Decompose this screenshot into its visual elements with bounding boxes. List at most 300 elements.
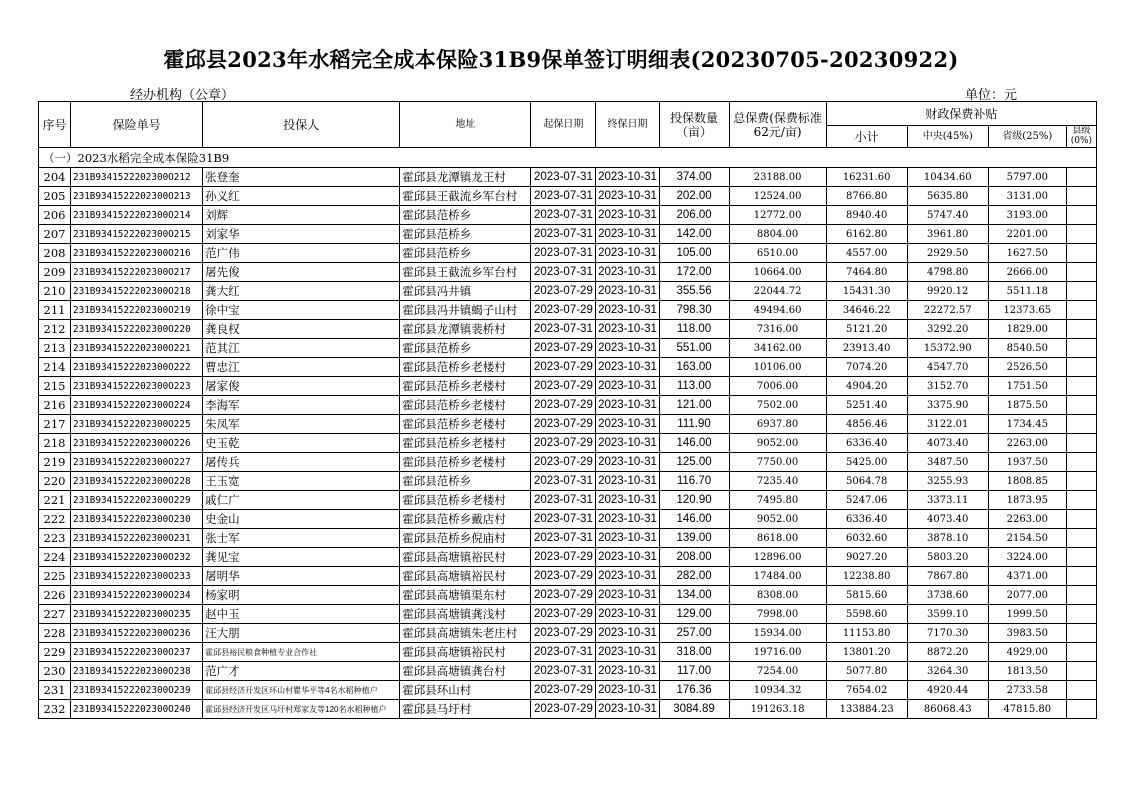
- cell-premium: 6937.80: [729, 415, 826, 434]
- cell-subtotal: 12238.80: [826, 567, 907, 586]
- cell-address: 霍邱县高塘镇渠东村: [400, 586, 531, 605]
- policy-table: [38, 101, 1097, 719]
- cell-county: [1066, 662, 1096, 681]
- cell-provincial: 1808.85: [988, 472, 1066, 491]
- table-row: [39, 700, 1097, 719]
- cell-central: 3264.30: [907, 662, 988, 681]
- cell-subtotal: 7654.02: [826, 681, 907, 700]
- cell-provincial: 1875.50: [988, 396, 1066, 415]
- cell-policy-no: 231B9341522202300O222: [71, 358, 203, 377]
- cell-quantity: 176.36: [659, 681, 729, 700]
- cell-end-date: 2023-10-31: [596, 453, 659, 472]
- cell-premium: 9052.00: [729, 434, 826, 453]
- cell-county: [1066, 339, 1096, 358]
- table-row: [39, 491, 1097, 510]
- cell-provincial: 4929.00: [988, 643, 1066, 662]
- cell-start-date: 2023-07-29: [531, 700, 596, 719]
- cell-county: [1066, 301, 1096, 320]
- cell-end-date: 2023-10-31: [596, 510, 659, 529]
- cell-start-date: 2023-07-31: [531, 244, 596, 263]
- cell-premium: 7316.00: [729, 320, 826, 339]
- cell-insured: 屠明华: [203, 567, 400, 586]
- cell-start-date: 2023-07-29: [531, 377, 596, 396]
- cell-subtotal: 6032.60: [826, 529, 907, 548]
- cell-central: 5803.20: [907, 548, 988, 567]
- cell-end-date: 2023-10-31: [596, 282, 659, 301]
- cell-insured: 王玉宽: [203, 472, 400, 491]
- cell-central: 3122.01: [907, 415, 988, 434]
- table-row: [39, 529, 1097, 548]
- cell-policy-no: 231B9341522202300O235: [71, 605, 203, 624]
- cell-seq: 225: [39, 567, 71, 586]
- cell-policy-no: 231B9341522202300O216: [71, 244, 203, 263]
- cell-end-date: 2023-10-31: [596, 434, 659, 453]
- table-row: [39, 301, 1097, 320]
- table-row: [39, 358, 1097, 377]
- cell-end-date: 2023-10-31: [596, 643, 659, 662]
- cell-start-date: 2023-07-29: [531, 605, 596, 624]
- cell-subtotal: 5425.00: [826, 453, 907, 472]
- header-subsidy: 财政保费补贴: [826, 102, 1096, 126]
- cell-policy-no: 231B9341522202300O225: [71, 415, 203, 434]
- cell-provincial: 1937.50: [988, 453, 1066, 472]
- cell-seq: 226: [39, 586, 71, 605]
- cell-provincial: 5511.18: [988, 282, 1066, 301]
- cell-address: 霍邱县王截流乡军台村: [400, 187, 531, 206]
- cell-address: 霍邱县范桥乡: [400, 472, 531, 491]
- cell-seq: 206: [39, 206, 71, 225]
- cell-provincial: 8540.50: [988, 339, 1066, 358]
- cell-seq: 218: [39, 434, 71, 453]
- cell-policy-no: 231B9341522202300O214: [71, 206, 203, 225]
- cell-start-date: 2023-07-31: [531, 643, 596, 662]
- section-label: （一）2023水稻完全成本保险31B9: [39, 148, 1097, 168]
- cell-provincial: 1813.50: [988, 662, 1066, 681]
- cell-subtotal: 7074.20: [826, 358, 907, 377]
- cell-address: 霍邱县范桥乡老楼村: [400, 434, 531, 453]
- table-row: [39, 282, 1097, 301]
- cell-policy-no: 231B9341522202300O224: [71, 396, 203, 415]
- header-end-date: 终保日期: [596, 102, 659, 148]
- cell-seq: 228: [39, 624, 71, 643]
- cell-subtotal: 5247.06: [826, 491, 907, 510]
- cell-quantity: 355.56: [659, 282, 729, 301]
- cell-county: [1066, 681, 1096, 700]
- cell-insured: 霍邱县裕民粮食种植专业合作社: [203, 643, 400, 662]
- cell-subtotal: 4557.00: [826, 244, 907, 263]
- cell-provincial: 2154.50: [988, 529, 1066, 548]
- cell-premium: 8308.00: [729, 586, 826, 605]
- cell-insured: 徐中宝: [203, 301, 400, 320]
- cell-address: 霍邱县范桥乡戴店村: [400, 510, 531, 529]
- cell-premium: 17484.00: [729, 567, 826, 586]
- cell-seq: 222: [39, 510, 71, 529]
- cell-policy-no: 231B9341522202300O237: [71, 643, 203, 662]
- cell-county: [1066, 168, 1096, 187]
- cell-quantity: 111.90: [659, 415, 729, 434]
- header-county: 县级(0%): [1066, 126, 1096, 148]
- table-row: [39, 377, 1097, 396]
- cell-quantity: 125.00: [659, 453, 729, 472]
- cell-provincial: 47815.80: [988, 700, 1066, 719]
- cell-address: 霍邱县范桥乡老楼村: [400, 377, 531, 396]
- cell-subtotal: 8766.80: [826, 187, 907, 206]
- table-row: [39, 187, 1097, 206]
- header-subtotal: 小计: [826, 126, 907, 148]
- cell-central: 4073.40: [907, 434, 988, 453]
- cell-address: 霍邱县马圩村: [400, 700, 531, 719]
- cell-county: [1066, 206, 1096, 225]
- cell-quantity: 257.00: [659, 624, 729, 643]
- cell-insured: 戚仁广: [203, 491, 400, 510]
- cell-address: 霍邱县高塘镇裕民村: [400, 567, 531, 586]
- table-row: [39, 472, 1097, 491]
- cell-insured: 屠传兵: [203, 453, 400, 472]
- cell-central: 3961.80: [907, 225, 988, 244]
- cell-start-date: 2023-07-31: [531, 168, 596, 187]
- cell-address: 霍邱县范桥乡: [400, 339, 531, 358]
- cell-insured: 龚良权: [203, 320, 400, 339]
- cell-address: 霍邱县范桥乡老楼村: [400, 358, 531, 377]
- cell-central: 3375.90: [907, 396, 988, 415]
- cell-provincial: 1751.50: [988, 377, 1066, 396]
- cell-central: 3738.60: [907, 586, 988, 605]
- cell-policy-no: 231B9341522202300O219: [71, 301, 203, 320]
- cell-insured: 刘家华: [203, 225, 400, 244]
- cell-premium: 19716.00: [729, 643, 826, 662]
- cell-central: 3152.70: [907, 377, 988, 396]
- cell-premium: 12524.00: [729, 187, 826, 206]
- cell-start-date: 2023-07-29: [531, 282, 596, 301]
- cell-seq: 216: [39, 396, 71, 415]
- cell-insured: 史金山: [203, 510, 400, 529]
- cell-county: [1066, 244, 1096, 263]
- cell-quantity: 139.00: [659, 529, 729, 548]
- cell-provincial: 4371.00: [988, 567, 1066, 586]
- cell-quantity: 172.00: [659, 263, 729, 282]
- cell-end-date: 2023-10-31: [596, 206, 659, 225]
- cell-county: [1066, 586, 1096, 605]
- cell-seq: 227: [39, 605, 71, 624]
- cell-policy-no: 231B9341522202300O221: [71, 339, 203, 358]
- org-label: 经办机构（公章）: [130, 88, 235, 103]
- table-row: [39, 206, 1097, 225]
- cell-county: [1066, 225, 1096, 244]
- cell-provincial: 12373.65: [988, 301, 1066, 320]
- cell-subtotal: 5251.40: [826, 396, 907, 415]
- cell-start-date: 2023-07-29: [531, 339, 596, 358]
- cell-quantity: 551.00: [659, 339, 729, 358]
- cell-subtotal: 4856.46: [826, 415, 907, 434]
- cell-insured: 范其江: [203, 339, 400, 358]
- cell-quantity: 129.00: [659, 605, 729, 624]
- table-row: [39, 681, 1097, 700]
- cell-policy-no: 231B9341522202300O215: [71, 225, 203, 244]
- cell-subtotal: 6336.40: [826, 434, 907, 453]
- cell-insured: 赵中玉: [203, 605, 400, 624]
- cell-quantity: 116.70: [659, 472, 729, 491]
- cell-start-date: 2023-07-29: [531, 586, 596, 605]
- cell-county: [1066, 263, 1096, 282]
- cell-central: 5747.40: [907, 206, 988, 225]
- cell-central: 3292.20: [907, 320, 988, 339]
- cell-address: 霍邱县冯井镇: [400, 282, 531, 301]
- cell-insured: 李海军: [203, 396, 400, 415]
- cell-subtotal: 5077.80: [826, 662, 907, 681]
- cell-address: 霍邱县范桥乡老楼村: [400, 491, 531, 510]
- cell-end-date: 2023-10-31: [596, 491, 659, 510]
- table-row: [39, 415, 1097, 434]
- cell-end-date: 2023-10-31: [596, 700, 659, 719]
- cell-address: 霍邱县范桥乡: [400, 244, 531, 263]
- cell-policy-no: 231B9341522202300O228: [71, 472, 203, 491]
- cell-insured: 范广伟: [203, 244, 400, 263]
- cell-end-date: 2023-10-31: [596, 605, 659, 624]
- cell-end-date: 2023-10-31: [596, 396, 659, 415]
- cell-subtotal: 5121.20: [826, 320, 907, 339]
- cell-seq: 217: [39, 415, 71, 434]
- cell-subtotal: 9027.20: [826, 548, 907, 567]
- cell-seq: 207: [39, 225, 71, 244]
- cell-provincial: 1999.50: [988, 605, 1066, 624]
- cell-insured: 杨家明: [203, 586, 400, 605]
- cell-start-date: 2023-07-31: [531, 263, 596, 282]
- cell-premium: 7235.40: [729, 472, 826, 491]
- header-provincial: 省级(25%): [988, 126, 1066, 148]
- cell-premium: 7254.00: [729, 662, 826, 681]
- cell-quantity: 798.30: [659, 301, 729, 320]
- cell-premium: 191263.18: [729, 700, 826, 719]
- cell-county: [1066, 643, 1096, 662]
- cell-address: 霍邱县冯井镇蝎子山村: [400, 301, 531, 320]
- cell-quantity: 146.00: [659, 510, 729, 529]
- cell-county: [1066, 529, 1096, 548]
- cell-policy-no: 231B9341522202300O227: [71, 453, 203, 472]
- cell-seq: 205: [39, 187, 71, 206]
- header-seq: 序号: [39, 102, 71, 148]
- cell-address: 霍邱县高塘镇朱老庄村: [400, 624, 531, 643]
- table-row: [39, 244, 1097, 263]
- cell-premium: 34162.00: [729, 339, 826, 358]
- cell-policy-no: 231B9341522202300O234: [71, 586, 203, 605]
- cell-start-date: 2023-07-29: [531, 567, 596, 586]
- cell-policy-no: 231B9341522202300O230: [71, 510, 203, 529]
- cell-end-date: 2023-10-31: [596, 472, 659, 491]
- cell-start-date: 2023-07-29: [531, 681, 596, 700]
- cell-central: 4920.44: [907, 681, 988, 700]
- table-row: [39, 453, 1097, 472]
- cell-county: [1066, 700, 1096, 719]
- cell-premium: 8804.00: [729, 225, 826, 244]
- cell-start-date: 2023-07-31: [531, 529, 596, 548]
- cell-premium: 6510.00: [729, 244, 826, 263]
- cell-provincial: 2526.50: [988, 358, 1066, 377]
- cell-start-date: 2023-07-29: [531, 453, 596, 472]
- cell-end-date: 2023-10-31: [596, 529, 659, 548]
- cell-insured: 朱凤军: [203, 415, 400, 434]
- cell-address: 霍邱县范桥乡倪庙村: [400, 529, 531, 548]
- cell-central: 3878.10: [907, 529, 988, 548]
- cell-start-date: 2023-07-31: [531, 662, 596, 681]
- cell-subtotal: 133884.23: [826, 700, 907, 719]
- cell-subtotal: 11153.80: [826, 624, 907, 643]
- cell-insured: 龚见宝: [203, 548, 400, 567]
- cell-policy-no: 231B9341522202300O218: [71, 282, 203, 301]
- cell-quantity: 208.00: [659, 548, 729, 567]
- table-row: [39, 320, 1097, 339]
- cell-subtotal: 16231.60: [826, 168, 907, 187]
- cell-end-date: 2023-10-31: [596, 662, 659, 681]
- header-insured: 投保人: [203, 102, 400, 148]
- cell-insured: 张登奎: [203, 168, 400, 187]
- cell-subtotal: 7464.80: [826, 263, 907, 282]
- table-row: [39, 586, 1097, 605]
- cell-provincial: 3224.00: [988, 548, 1066, 567]
- cell-central: 7867.80: [907, 567, 988, 586]
- cell-provincial: 5797.00: [988, 168, 1066, 187]
- table-row: [39, 662, 1097, 681]
- cell-end-date: 2023-10-31: [596, 415, 659, 434]
- cell-central: 86068.43: [907, 700, 988, 719]
- cell-start-date: 2023-07-31: [531, 491, 596, 510]
- cell-address: 霍邱县高塘镇裕民村: [400, 548, 531, 567]
- cell-quantity: 146.00: [659, 434, 729, 453]
- header-policy-no: 保险单号: [71, 102, 203, 148]
- cell-county: [1066, 187, 1096, 206]
- cell-quantity: 105.00: [659, 244, 729, 263]
- cell-start-date: 2023-07-29: [531, 415, 596, 434]
- cell-end-date: 2023-10-31: [596, 339, 659, 358]
- cell-premium: 12896.00: [729, 548, 826, 567]
- cell-end-date: 2023-10-31: [596, 567, 659, 586]
- cell-county: [1066, 453, 1096, 472]
- cell-seq: 214: [39, 358, 71, 377]
- cell-quantity: 206.00: [659, 206, 729, 225]
- cell-address: 霍邱县范桥乡老楼村: [400, 453, 531, 472]
- cell-central: 3373.11: [907, 491, 988, 510]
- cell-provincial: 1829.00: [988, 320, 1066, 339]
- cell-insured: 刘辉: [203, 206, 400, 225]
- cell-quantity: 282.00: [659, 567, 729, 586]
- cell-end-date: 2023-10-31: [596, 187, 659, 206]
- cell-insured: 孙义红: [203, 187, 400, 206]
- cell-county: [1066, 510, 1096, 529]
- cell-end-date: 2023-10-31: [596, 681, 659, 700]
- cell-subtotal: 15431.30: [826, 282, 907, 301]
- cell-central: 4547.70: [907, 358, 988, 377]
- cell-subtotal: 5064.78: [826, 472, 907, 491]
- cell-provincial: 2077.00: [988, 586, 1066, 605]
- cell-premium: 7006.00: [729, 377, 826, 396]
- cell-policy-no: 231B9341522202300O220: [71, 320, 203, 339]
- cell-policy-no: 231B9341522202300O213: [71, 187, 203, 206]
- cell-premium: 10106.00: [729, 358, 826, 377]
- cell-subtotal: 6162.80: [826, 225, 907, 244]
- cell-start-date: 2023-07-29: [531, 301, 596, 320]
- cell-quantity: 120.90: [659, 491, 729, 510]
- cell-end-date: 2023-10-31: [596, 358, 659, 377]
- cell-insured: 范广才: [203, 662, 400, 681]
- cell-subtotal: 13801.20: [826, 643, 907, 662]
- table-row: [39, 643, 1097, 662]
- cell-address: 霍邱县范桥乡老楼村: [400, 415, 531, 434]
- cell-start-date: 2023-07-29: [531, 624, 596, 643]
- cell-provincial: 3193.00: [988, 206, 1066, 225]
- cell-county: [1066, 415, 1096, 434]
- cell-central: 9920.12: [907, 282, 988, 301]
- table-row: [39, 225, 1097, 244]
- table-row: [39, 548, 1097, 567]
- cell-address: 霍邱县高塘镇龚台村: [400, 662, 531, 681]
- cell-quantity: 142.00: [659, 225, 729, 244]
- cell-policy-no: 231B9341522202300O238: [71, 662, 203, 681]
- cell-quantity: 374.00: [659, 168, 729, 187]
- cell-seq: 230: [39, 662, 71, 681]
- table-row: [39, 605, 1097, 624]
- cell-insured: 屠先俊: [203, 263, 400, 282]
- cell-address: 霍邱县高塘镇龚浅村: [400, 605, 531, 624]
- table-row: [39, 434, 1097, 453]
- cell-start-date: 2023-07-29: [531, 396, 596, 415]
- cell-premium: 10664.00: [729, 263, 826, 282]
- cell-address: 霍邱县范桥乡: [400, 225, 531, 244]
- cell-central: 8872.20: [907, 643, 988, 662]
- table-row: [39, 567, 1097, 586]
- cell-seq: 220: [39, 472, 71, 491]
- cell-end-date: 2023-10-31: [596, 624, 659, 643]
- cell-county: [1066, 605, 1096, 624]
- cell-provincial: 2263.00: [988, 434, 1066, 453]
- cell-address: 霍邱县高塘镇裕民村: [400, 643, 531, 662]
- cell-end-date: 2023-10-31: [596, 225, 659, 244]
- cell-subtotal: 34646.22: [826, 301, 907, 320]
- cell-county: [1066, 434, 1096, 453]
- cell-address: 霍邱县王截流乡军台村: [400, 263, 531, 282]
- table-row: [39, 510, 1097, 529]
- cell-provincial: 1627.50: [988, 244, 1066, 263]
- cell-end-date: 2023-10-31: [596, 244, 659, 263]
- cell-quantity: 318.00: [659, 643, 729, 662]
- cell-central: 22272.57: [907, 301, 988, 320]
- cell-central: 2929.50: [907, 244, 988, 263]
- cell-provincial: 1734.45: [988, 415, 1066, 434]
- cell-address: 霍邱县龙潭镇龙王村: [400, 168, 531, 187]
- cell-county: [1066, 377, 1096, 396]
- table-row: [39, 339, 1097, 358]
- cell-provincial: 1873.95: [988, 491, 1066, 510]
- cell-quantity: 121.00: [659, 396, 729, 415]
- cell-quantity: 3084.89: [659, 700, 729, 719]
- cell-insured: 史玉乾: [203, 434, 400, 453]
- cell-policy-no: 231B9341522202300O212: [71, 168, 203, 187]
- cell-county: [1066, 282, 1096, 301]
- header-premium: 总保费(保费标准62元/亩): [729, 102, 826, 148]
- cell-address: 霍邱县范桥乡: [400, 206, 531, 225]
- cell-subtotal: 23913.40: [826, 339, 907, 358]
- cell-subtotal: 5598.60: [826, 605, 907, 624]
- cell-premium: 7502.00: [729, 396, 826, 415]
- cell-quantity: 118.00: [659, 320, 729, 339]
- cell-insured: 霍邱县经济开发区马圩村郑家友等120名水稻种植户: [203, 700, 400, 719]
- cell-end-date: 2023-10-31: [596, 301, 659, 320]
- cell-insured: 龚大红: [203, 282, 400, 301]
- table-row: [39, 263, 1097, 282]
- cell-premium: 7998.00: [729, 605, 826, 624]
- cell-insured: 曹忠江: [203, 358, 400, 377]
- cell-county: [1066, 548, 1096, 567]
- cell-central: 7170.30: [907, 624, 988, 643]
- cell-start-date: 2023-07-29: [531, 358, 596, 377]
